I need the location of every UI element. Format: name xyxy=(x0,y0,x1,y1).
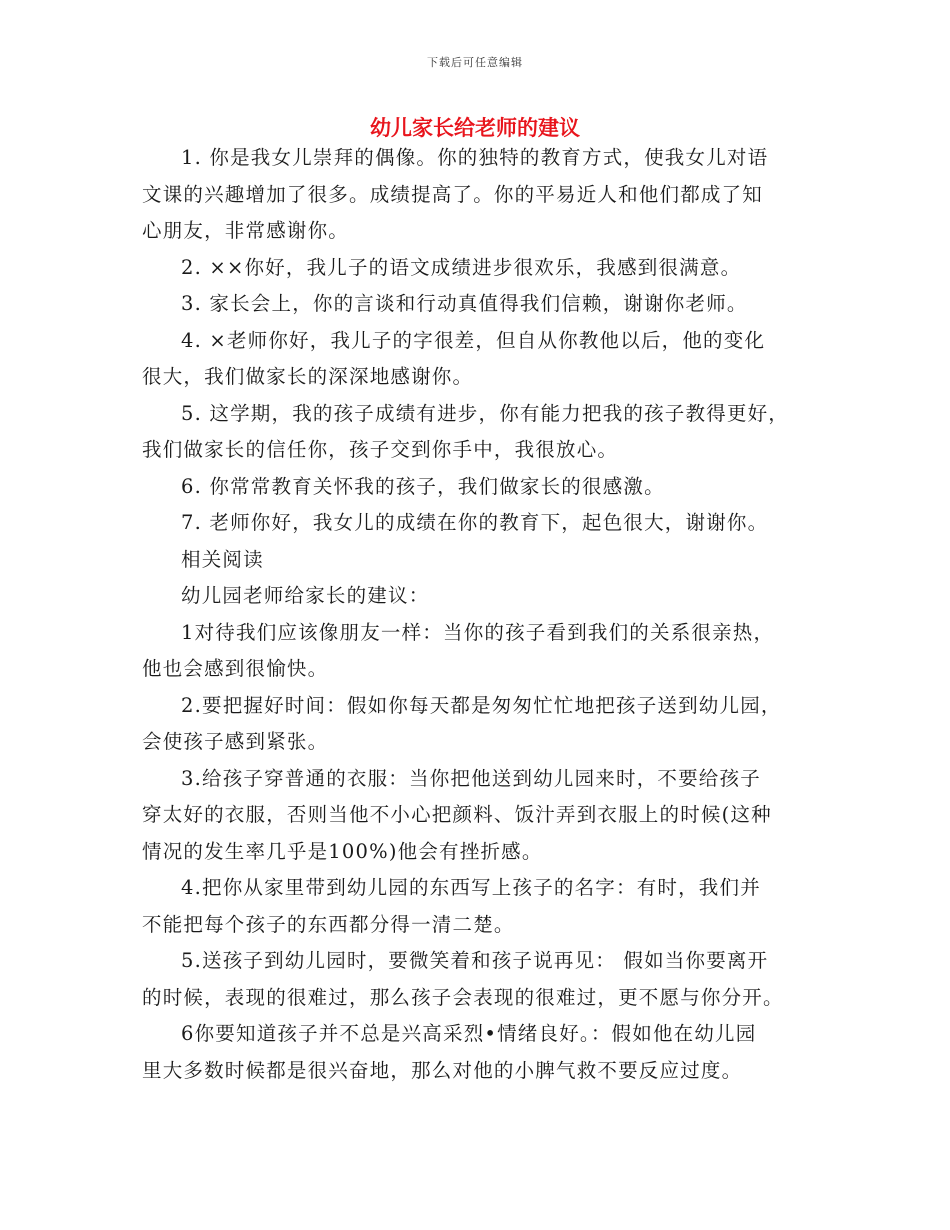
paragraph-parent-suggestion-6: 6. 你常常教育关怀我的孩子，我们做家长的很感激。 xyxy=(181,474,665,498)
paragraph-teacher-advice-5: 5.送孩子到幼儿园时，要微笑着和孩子说再见： 假如当你要离开 的时候，表现的很难过，那么孩子会表现的很难过，更不愿与你分开。 xyxy=(142,949,784,1009)
paragraph-parent-suggestion-7: 7. 老师你好，我女儿的成绩在你的教育下，起色很大，谢谢你。 xyxy=(181,511,769,534)
paragraph-teacher-advice-2: 2.要把握好时间：假如你每天都是匆匆忙忙地把孩子送到幼儿园， 会使孩子感到紧张。 xyxy=(142,693,782,753)
teacher-advice-intro: 幼儿园老师给家长的建议： xyxy=(181,584,430,607)
paragraph-parent-suggestion-3: 3. 家长会上，你的言谈和行动真值得我们信赖，谢谢你老师。 xyxy=(181,292,748,315)
header-note: 下载后可任意编辑 xyxy=(427,56,523,69)
paragraph-parent-suggestion-5: 5. 这学期，我的孩子成绩有进步，你有能力把我的孩子教得更好， 我们做家长的信任你，孩子交到你手中，我很放心。 xyxy=(142,401,790,461)
paragraph-parent-suggestion-1: 1. 你是我女儿崇拜的偶像。你的独特的教育方式，使我女儿对语 文课的兴趣增加了很多。成绩提高了。你的平易近人和他们都成了知 心朋友，非常感谢你。 xyxy=(142,146,769,242)
document-title: 幼儿家长给老师的建议 xyxy=(370,115,580,140)
paragraph-teacher-advice-4: 4.把你从家里带到幼儿园的东西写上孩子的名字：有时，我们并 不能把每个孩子的东西都分得一清二楚。 xyxy=(142,876,761,936)
paragraph-parent-suggestion-4: 4. ×老师你好，我儿子的字很差，但自从你教他以后，他的变化 很大，我们做家长的深深地感谢你。 xyxy=(142,328,766,388)
related-reading-heading: 相关阅读 xyxy=(181,547,264,571)
paragraph-teacher-advice-3: 3.给孩子穿普通的衣服：当你把他送到幼儿园来时，不要给孩子 穿太好的衣服，否则当他不小心把颜料、饭汁弄到衣服上的时候(这种 情况的发生率几乎是100%)他会有挫折感。 xyxy=(142,766,772,863)
paragraph-teacher-advice-6: 6你要知道孩子并不总是兴高采烈•情绪良好。：假如他在幼儿园 里大多数时候都是很兴奋地，那么对他的小脾气救不要反应过度。 xyxy=(142,1022,757,1082)
paragraph-parent-suggestion-2: 2. ××你好，我儿子的语文成绩进步很欢乐，我感到很满意。 xyxy=(181,255,742,279)
document-body xyxy=(142,140,818,1089)
paragraph-teacher-advice-1: 1对待我们应该像朋友一样：当你的孩子看到我们的关系很亲热， 他也会感到很愉快。 xyxy=(142,620,775,680)
